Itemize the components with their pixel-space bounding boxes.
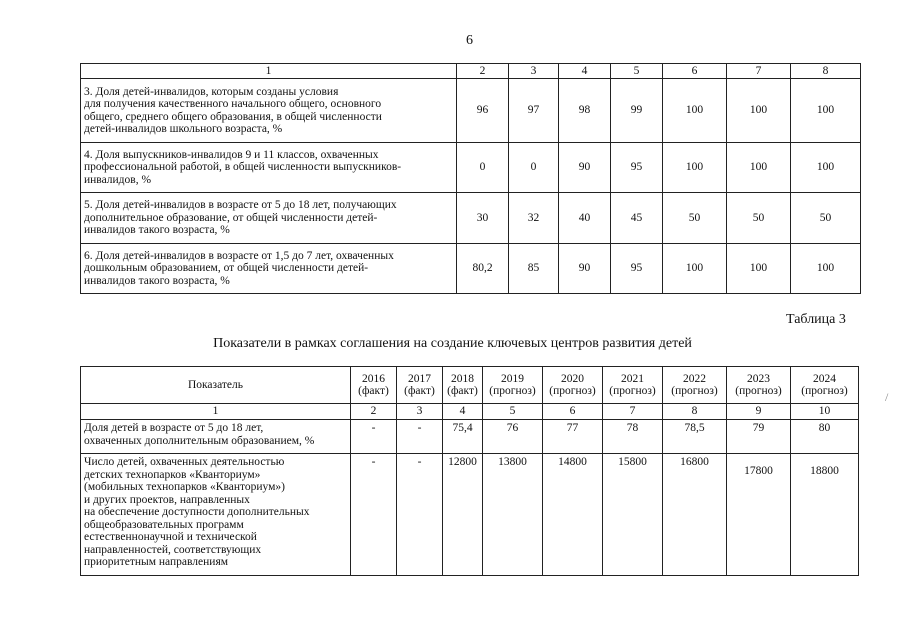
desc-line: инвалидов такого возраста, % <box>84 224 230 237</box>
desc-line: 5. Доля детей-инвалидов в возрасте от 5 до 18 лет, получающих <box>84 199 397 212</box>
header-year <box>443 367 483 404</box>
row-description <box>81 244 457 294</box>
row-description <box>81 420 351 454</box>
header-year <box>483 367 543 404</box>
header-year <box>543 367 603 404</box>
desc-line: Число детей, охваченных деятельностью <box>84 456 285 468</box>
header-year-kind: (прогноз) <box>735 385 782 397</box>
desc-line: и других проектов, направленных <box>84 493 250 506</box>
index-cell: 2 <box>351 404 397 420</box>
desc-line: 3. Доля детей-инвалидов, которым созданы условия <box>84 85 339 98</box>
table-row <box>81 143 861 193</box>
value-cell: 18800 <box>791 454 859 576</box>
index-cell: 5 <box>483 404 543 420</box>
index-cell: 8 <box>663 404 727 420</box>
desc-line: 4. Доля выпускников-инвалидов 9 и 11 классов, охваченных <box>84 148 379 161</box>
header-year-value: 2018 <box>451 372 474 385</box>
row-description <box>81 79 457 143</box>
desc-line: инвалидов, % <box>84 173 152 186</box>
value-cell: 97 <box>509 79 559 143</box>
desc-line: приоритетным направлениям <box>84 556 229 568</box>
value-cell: 13800 <box>483 454 543 576</box>
value-cell: 50 <box>727 193 791 244</box>
value-cell: 78 <box>603 420 663 454</box>
value-cell: 16800 <box>663 454 727 576</box>
value-cell: 78,5 <box>663 420 727 454</box>
value-cell: - <box>397 454 443 576</box>
header-year-kind: (прогноз) <box>801 385 848 397</box>
header-year <box>603 367 663 404</box>
value-cell: 80,2 <box>457 244 509 294</box>
page-number: 6 <box>466 33 473 48</box>
table1-header-cell: 3 <box>509 64 559 79</box>
desc-line: естественнонаучной и технической <box>84 531 257 543</box>
desc-line: дополнительное образование, от общей численности детей- <box>84 211 378 224</box>
header-year-kind: (прогноз) <box>549 385 596 397</box>
table-row <box>81 454 859 576</box>
table1-header-row <box>81 64 861 79</box>
value-cell: 100 <box>663 143 727 193</box>
table-row <box>81 244 861 294</box>
header-year-value: 2020 <box>561 372 584 385</box>
header-year-value: 2019 <box>501 372 524 385</box>
value-cell: 77 <box>543 420 603 454</box>
table1-header-cell: 6 <box>663 64 727 79</box>
header-year-kind: (факт) <box>404 385 435 397</box>
index-cell: 3 <box>397 404 443 420</box>
header-year-kind: (прогноз) <box>609 385 656 397</box>
value-cell: 95 <box>611 244 663 294</box>
value-cell: 0 <box>509 143 559 193</box>
value-cell: 40 <box>559 193 611 244</box>
index-cell: 9 <box>727 404 791 420</box>
index-cell: 7 <box>603 404 663 420</box>
table1-header-cell: 2 <box>457 64 509 79</box>
desc-line: общеобразовательных программ <box>84 518 244 531</box>
table-row <box>81 79 861 143</box>
header-year-value: 2022 <box>683 372 706 385</box>
header-indicator: Показатель <box>81 367 351 404</box>
desc-line: дошкольным образованием, от общей численности детей- <box>84 262 369 275</box>
value-cell: 90 <box>559 244 611 294</box>
table3-header-row <box>81 367 859 404</box>
header-year-kind: (прогноз) <box>671 385 718 397</box>
value-cell: 90 <box>559 143 611 193</box>
desc-line: на обеспечение доступности дополнительных <box>84 506 310 518</box>
value-cell: 100 <box>791 244 861 294</box>
value-cell: 79 <box>727 420 791 454</box>
header-year <box>663 367 727 404</box>
desc-line: 6. Доля детей-инвалидов в возрасте от 1,5 до 7 лет, охваченных <box>84 249 394 262</box>
desc-line: Доля детей в возрасте от 5 до 18 лет, <box>84 422 264 434</box>
row-description <box>81 454 351 576</box>
value-cell: 85 <box>509 244 559 294</box>
index-cell: 6 <box>543 404 603 420</box>
value-cell: 100 <box>727 79 791 143</box>
value-cell: 17800 <box>727 454 791 576</box>
table3-title: Показатели в рамках соглашения на создание ключевых центров развития детей <box>213 336 692 351</box>
value-cell: 75,4 <box>443 420 483 454</box>
desc-line: инвалидов такого возраста, % <box>84 274 230 287</box>
header-year-value: 2021 <box>621 372 644 385</box>
value-cell: 95 <box>611 143 663 193</box>
index-cell: 10 <box>791 404 859 420</box>
table-key-centers-indicators <box>80 366 859 576</box>
value-cell: 0 <box>457 143 509 193</box>
value-cell: 99 <box>611 79 663 143</box>
value-cell: 30 <box>457 193 509 244</box>
header-year <box>351 367 397 404</box>
desc-line: общего, среднего общего образования, в общей численности <box>84 110 382 123</box>
table-disabled-children-indicators <box>80 63 861 294</box>
header-year-kind: (факт) <box>358 385 389 397</box>
header-year <box>727 367 791 404</box>
value-cell: 12800 <box>443 454 483 576</box>
table1-header-cell: 1 <box>81 64 457 79</box>
desc-line: детей-инвалидов школьного возраста, % <box>84 123 283 135</box>
desc-line: направленностей, соответствующих <box>84 543 262 556</box>
value-cell: 50 <box>663 193 727 244</box>
header-year-value: 2023 <box>747 372 770 385</box>
header-year-kind: (факт) <box>447 385 478 397</box>
value-cell: 96 <box>457 79 509 143</box>
value-cell: 50 <box>791 193 861 244</box>
value-cell: 100 <box>727 143 791 193</box>
value-cell: 100 <box>791 79 861 143</box>
value-cell: - <box>351 454 397 576</box>
value-cell: 15800 <box>603 454 663 576</box>
table1-header-cell: 4 <box>559 64 611 79</box>
value-cell: 100 <box>727 244 791 294</box>
desc-line: (мобильных технопарков «Кванториум») <box>84 481 285 493</box>
index-cell: 1 <box>81 404 351 420</box>
value-cell: 45 <box>611 193 663 244</box>
header-year-kind: (прогноз) <box>489 385 536 397</box>
table3-label: Таблица 3 <box>786 312 846 327</box>
header-year-value: 2017 <box>408 372 431 385</box>
row-description <box>81 193 457 244</box>
value-cell: 100 <box>663 79 727 143</box>
table1-header-cell: 7 <box>727 64 791 79</box>
index-cell: 4 <box>443 404 483 420</box>
desc-line: профессиональной работой, в общей численности выпускников- <box>84 161 402 174</box>
value-cell: 14800 <box>543 454 603 576</box>
table3-index-row <box>81 404 859 420</box>
header-year <box>791 367 859 404</box>
table1-header-cell: 5 <box>611 64 663 79</box>
desc-line: детских технопарков «Кванториум» <box>84 468 261 481</box>
desc-line: для получения качественного начального общего, основного <box>84 98 382 110</box>
value-cell: 100 <box>663 244 727 294</box>
header-year-value: 2024 <box>813 372 836 385</box>
value-cell: - <box>397 420 443 454</box>
table-row <box>81 193 861 244</box>
desc-line: охваченных дополнительным образованием, % <box>84 434 315 447</box>
table-row <box>81 420 859 454</box>
margin-mark: / <box>885 390 889 404</box>
value-cell: 100 <box>791 143 861 193</box>
value-cell: - <box>351 420 397 454</box>
value-cell: 32 <box>509 193 559 244</box>
value-cell: 76 <box>483 420 543 454</box>
header-year-value: 2016 <box>362 372 385 385</box>
value-cell: 98 <box>559 79 611 143</box>
table1-header-cell: 8 <box>791 64 861 79</box>
row-description <box>81 143 457 193</box>
value-cell: 80 <box>791 420 859 454</box>
header-year <box>397 367 443 404</box>
